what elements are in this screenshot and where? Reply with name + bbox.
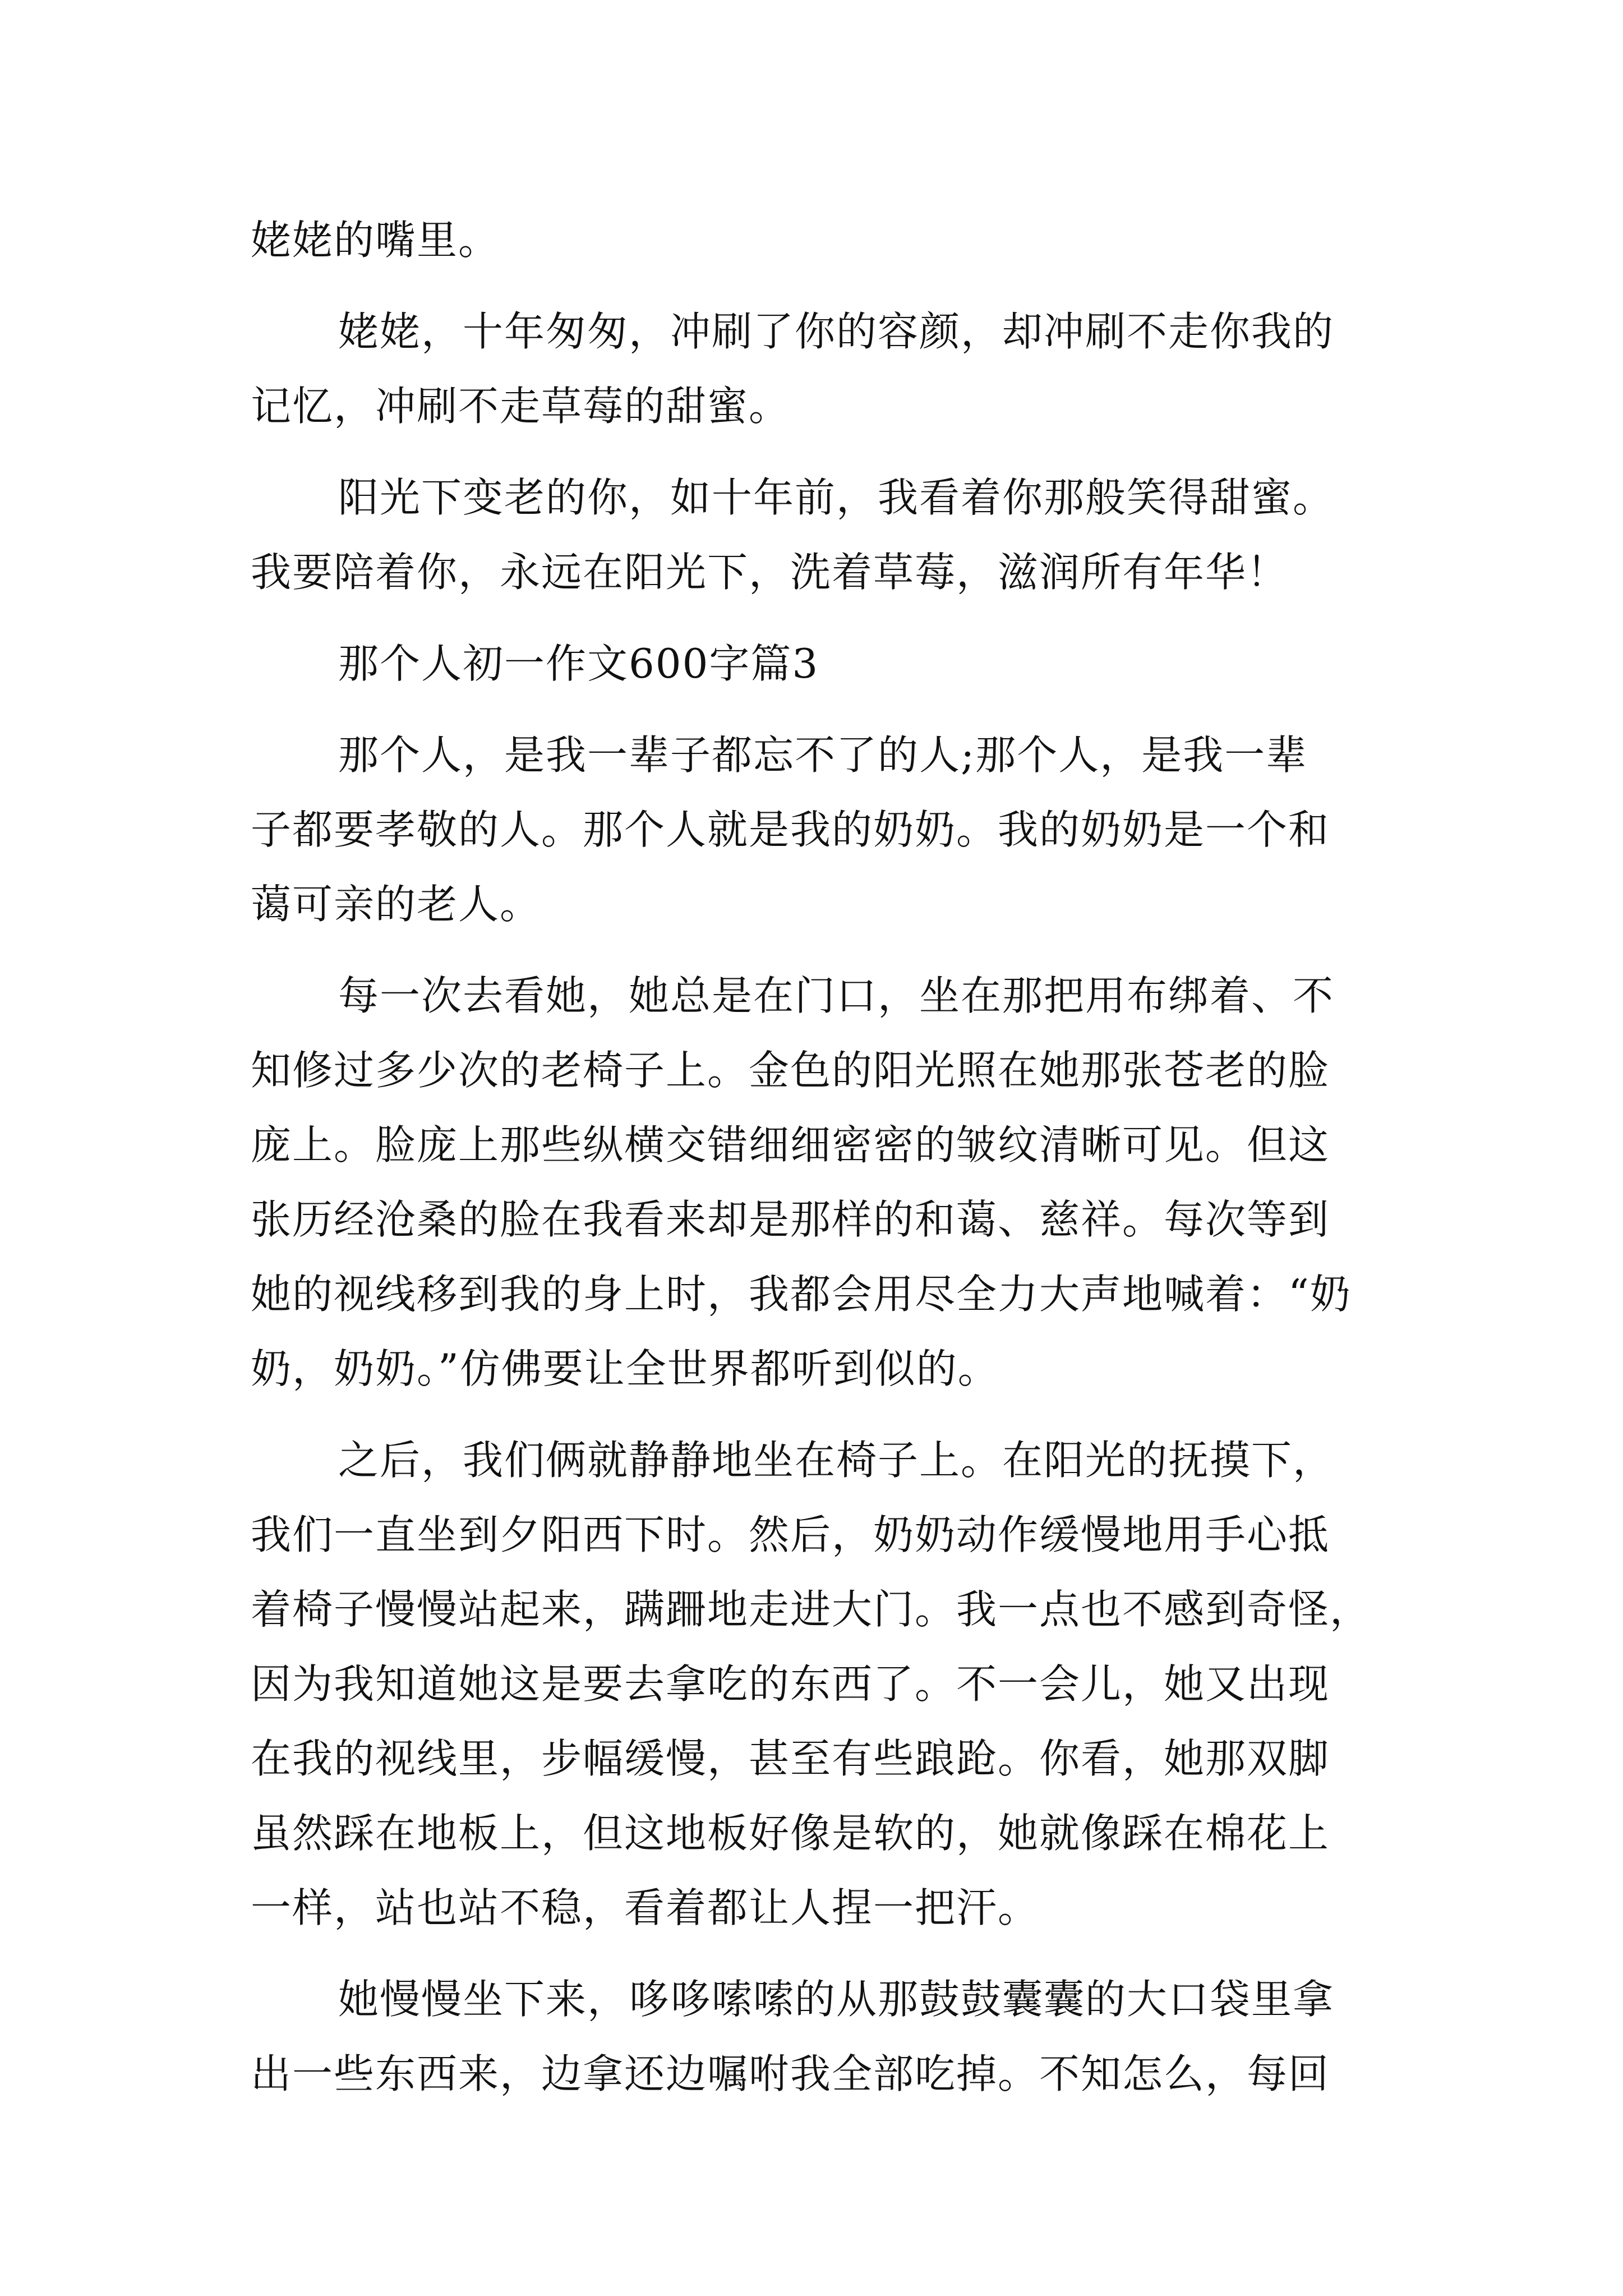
text-line: 她的视线移到我的身上时，我都会用尽全力大声地喊着：“奶 bbox=[251, 1271, 1352, 1318]
text-line: 因为我知道她这是要去拿吃的东西了。不一会儿，她又出现 bbox=[251, 1660, 1330, 1708]
paragraph-continued bbox=[251, 203, 1395, 278]
text-line: 张历经沧桑的脸在我看来却是那样的和蔼、慈祥。每次等到 bbox=[251, 1196, 1330, 1243]
paragraph-decade bbox=[251, 295, 1395, 444]
text-line: 出一些东西来，边拿还边嘱咐我全部吃掉。不知怎么，每回 bbox=[251, 2050, 1330, 2097]
text-line: 记忆，冲刷不走草莓的甜蜜。 bbox=[251, 383, 791, 430]
paragraph-visit bbox=[251, 959, 1395, 1406]
paragraph-sitdown bbox=[251, 1962, 1395, 2111]
text-line: 知修过多少次的老椅子上。金色的阳光照在她那张苍老的脸 bbox=[251, 1047, 1330, 1094]
text-line: 在我的视线里，步幅缓慢，甚至有些踉跄。你看，她那双脚 bbox=[251, 1735, 1330, 1782]
heading-line: 那个人初一作文600字篇3 bbox=[338, 640, 819, 687]
text-line: 每一次去看她，她总是在门口，坐在那把用布绑着、不 bbox=[338, 972, 1335, 1019]
text-line: 姥姥的嘴里。 bbox=[251, 217, 500, 264]
text-line: 庞上。脸庞上那些纵横交错细细密密的皱纹清晰可见。但这 bbox=[251, 1121, 1330, 1168]
paragraph-after bbox=[251, 1423, 1395, 1945]
text-line: 阳光下变老的你，如十年前，我看着你那般笑得甜蜜。 bbox=[338, 474, 1335, 521]
text-line: 姥姥，十年匆匆，冲刷了你的容颜，却冲刷不走你我的 bbox=[338, 308, 1335, 355]
paragraph-sunshine bbox=[251, 461, 1395, 610]
section-heading bbox=[251, 627, 1395, 701]
paragraph-that-person bbox=[251, 718, 1395, 942]
text-line: 之后，我们俩就静静地坐在椅子上。在阳光的抚摸下， bbox=[338, 1437, 1335, 1484]
text-line: 我们一直坐到夕阳西下时。然后，奶奶动作缓慢地用手心抵 bbox=[251, 1511, 1330, 1558]
text-line: 奶，奶奶。”仿佛要让全世界都听到似的。 bbox=[251, 1345, 999, 1392]
text-line: 她慢慢坐下来，哆哆嗦嗦的从那鼓鼓囊囊的大口袋里拿 bbox=[338, 1976, 1335, 2023]
text-line: 着椅子慢慢站起来，蹒跚地走进大门。我一点也不感到奇怪， bbox=[251, 1586, 1372, 1633]
text-line: 那个人，是我一辈子都忘不了的人;那个人，是我一辈 bbox=[338, 731, 1308, 779]
text-line: 子都要孝敬的人。那个人就是我的奶奶。我的奶奶是一个和 bbox=[251, 806, 1330, 853]
text-line: 我要陪着你，永远在阳光下，洗着草莓，滋润所有年华！ bbox=[251, 549, 1289, 596]
essay-body bbox=[251, 203, 1395, 2111]
text-line: 一样，站也站不稳，看着都让人捏一把汗。 bbox=[251, 1884, 1040, 1931]
text-line: 蔼可亲的老人。 bbox=[251, 881, 542, 928]
text-line: 虽然踩在地板上，但这地板好像是软的，她就像踩在棉花上 bbox=[251, 1810, 1330, 1857]
